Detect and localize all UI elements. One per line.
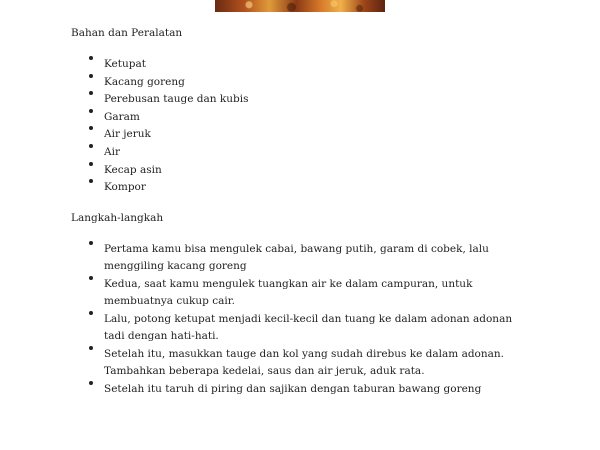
steps-heading: Langkah-langkah (71, 212, 164, 224)
step-text: Kedua, saat kamu mengulek tuangkan air ke dalam campuran, untuk membuatnya cukup cair. (104, 278, 473, 308)
ingredient-text: Air (104, 145, 120, 158)
bullet-icon (89, 276, 93, 280)
step-text: Setelah itu, masukkan tauge dan kol yang sudah direbus ke dalam adonan. Tambahkan beberapa kedelai, saus dan air jeruk, aduk rata. (104, 348, 505, 378)
list-item (89, 179, 289, 197)
ingredients-list (89, 56, 289, 197)
list-item (89, 56, 289, 74)
bullet-icon (89, 179, 93, 183)
ingredient-text: Perebusan tauge dan kubis (104, 93, 249, 106)
food-image (215, 0, 385, 12)
bullet-icon (89, 74, 93, 78)
bullet-icon (89, 381, 93, 385)
steps-list (89, 241, 534, 399)
list-item (89, 126, 289, 144)
bullet-icon (89, 56, 93, 60)
list-item (89, 109, 289, 127)
bullet-icon (89, 346, 93, 350)
list-item (89, 276, 534, 310)
bullet-icon (89, 126, 93, 130)
ingredient-text: Kacang goreng (104, 75, 185, 88)
list-item (89, 241, 534, 275)
list-item (89, 162, 289, 180)
ingredient-text: Garam (104, 110, 140, 123)
list-item (89, 144, 289, 162)
bullet-icon (89, 241, 93, 245)
bullet-icon (89, 162, 93, 166)
step-text: Lalu, potong ketupat menjadi kecil-kecil dan tuang ke dalam adonan adonan tadi dengan hati-hati. (104, 313, 513, 343)
ingredient-text: Air jeruk (104, 128, 151, 141)
step-text: Pertama kamu bisa mengulek cabai, bawang putih, garam di cobek, lalu menggiling kacang goreng (104, 243, 489, 273)
list-item (89, 346, 534, 380)
bullet-icon (89, 109, 93, 113)
ingredient-text: Kecap asin (104, 163, 162, 176)
ingredient-text: Kompor (104, 181, 146, 194)
bullet-icon (89, 144, 93, 148)
ingredients-heading: Bahan dan Peralatan (71, 27, 183, 39)
list-item (89, 381, 534, 398)
bullet-icon (89, 91, 93, 95)
bullet-icon (89, 311, 93, 315)
ingredient-text: Ketupat (104, 58, 146, 70)
list-item (89, 91, 289, 109)
step-text: Setelah itu taruh di piring dan sajikan dengan taburan bawang goreng (104, 383, 482, 395)
list-item (89, 74, 289, 92)
list-item (89, 311, 534, 345)
